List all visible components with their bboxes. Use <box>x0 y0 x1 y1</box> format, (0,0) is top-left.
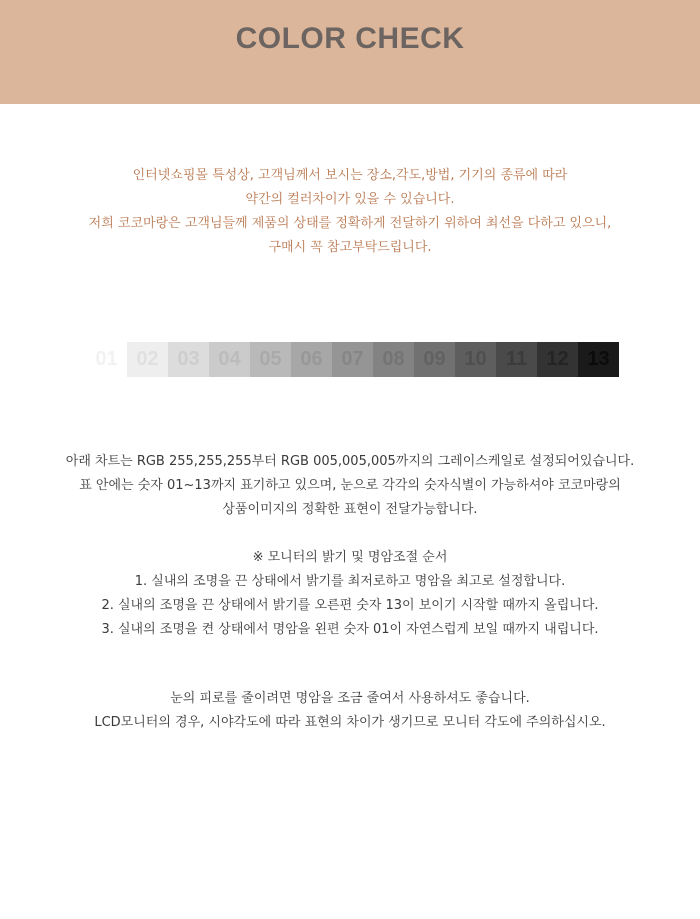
header-banner <box>0 0 700 104</box>
step-item: 3. 실내의 조명을 켠 상태에서 명암을 왼편 숫자 01이 자연스럽게 보일 때까지 내립니다. <box>101 622 599 637</box>
grayscale-swatch-13: 13 <box>578 342 619 377</box>
step-item: 1. 실내의 조명을 끈 상태에서 밝기를 최저로하고 명암을 최고로 설정합니다. <box>134 574 566 589</box>
page-title: COLOR CHECK <box>235 22 465 55</box>
grayscale-swatch-06: 06 <box>291 342 332 377</box>
grayscale-swatch-02: 02 <box>127 342 168 377</box>
grayscale-swatch-10: 10 <box>455 342 496 377</box>
grayscale-swatch-08: 08 <box>373 342 414 377</box>
info-line: 표 안에는 숫자 01~13까지 표기하고 있으며, 눈으로 각각의 숫자식별이 가능하셔야 코코마랑의 <box>79 478 621 493</box>
steps-heading: ※ 모니터의 밝기 및 명암조절 순서 <box>252 550 448 565</box>
footer-line: 눈의 피로를 줄이려면 명암을 조금 줄여서 사용하셔도 좋습니다. <box>170 691 530 706</box>
grayscale-swatch-04: 04 <box>209 342 250 377</box>
grayscale-swatch-11: 11 <box>496 342 537 377</box>
notice-line: 구매시 꼭 참고부탁드립니다. <box>268 240 432 255</box>
grayscale-swatch-09: 09 <box>414 342 455 377</box>
grayscale-swatch-07: 07 <box>332 342 373 377</box>
info-line: 아래 차트는 RGB 255,255,255부터 RGB 005,005,005까지의 그레이스케일로 설정되어있습니다. <box>65 454 635 469</box>
footer-note <box>0 687 700 735</box>
grayscale-swatch-12: 12 <box>537 342 578 377</box>
notice-line: 약간의 컬러차이가 있을 수 있습니다. <box>245 192 455 207</box>
step-item: 2. 실내의 조명을 끈 상태에서 밝기를 오른편 숫자 13이 보이기 시작할 때까지 올립니다. <box>101 598 599 613</box>
footer-line: LCD모니터의 경우, 시야각도에 따라 표현의 차이가 생기므로 모니터 각도에 주의하십시오. <box>94 715 606 730</box>
grayscale-chart <box>86 342 619 377</box>
grayscale-swatch-05: 05 <box>250 342 291 377</box>
grayscale-swatch-01: 01 <box>86 342 127 377</box>
notice-line: 인터넷쇼핑몰 특성상, 고객님께서 보시는 장소,각도,방법, 기기의 종류에 따라 <box>132 168 568 183</box>
grayscale-swatch-03: 03 <box>168 342 209 377</box>
monitor-adjust-steps <box>0 546 700 642</box>
grayscale-info <box>0 450 700 522</box>
color-notice <box>0 164 700 260</box>
notice-line: 저희 코코마랑은 고객님들께 제품의 상태를 정확하게 전달하기 위하여 최선을 다하고 있으니, <box>88 216 612 231</box>
info-line: 상품이미지의 정확한 표현이 전달가능합니다. <box>222 502 478 517</box>
